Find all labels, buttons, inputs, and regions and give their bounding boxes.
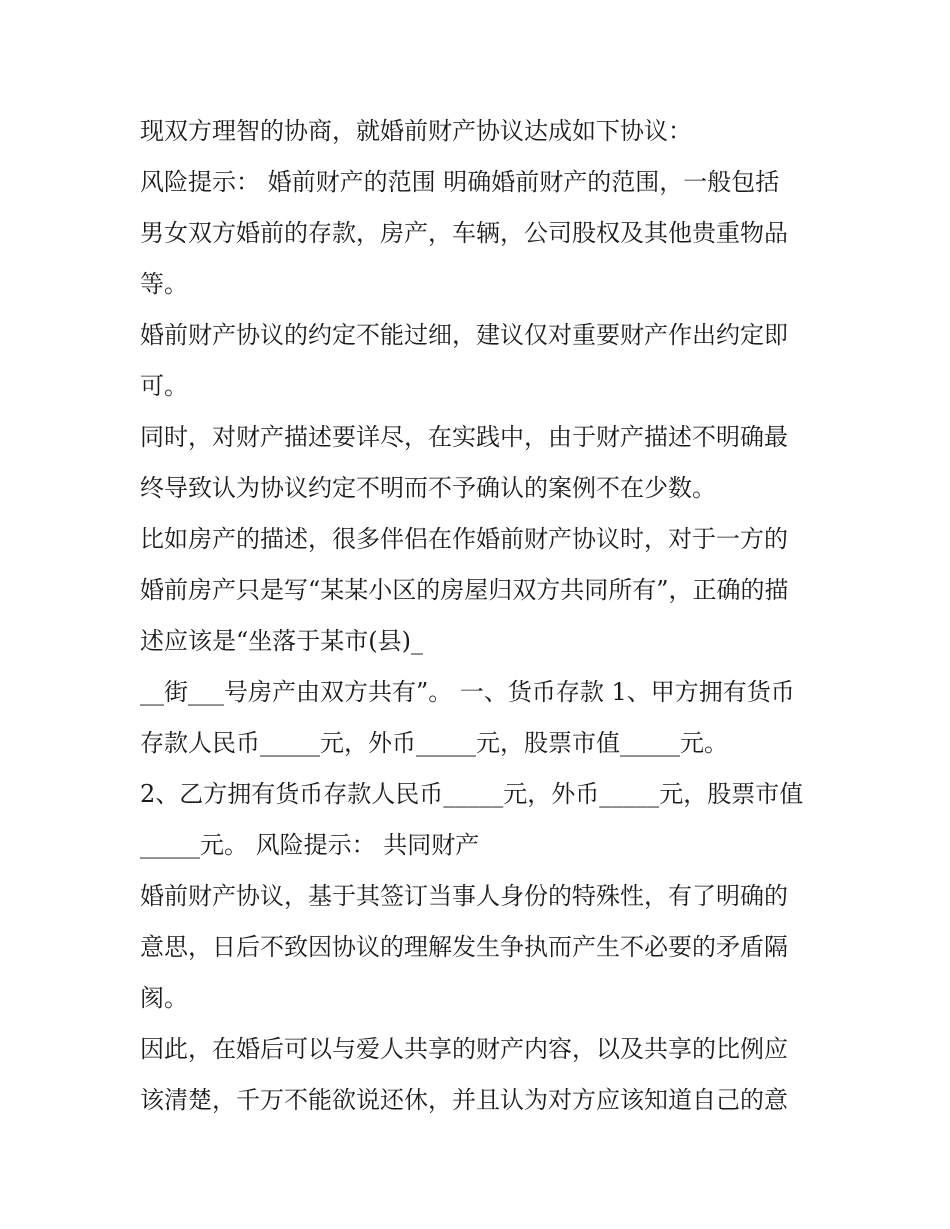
text-line: 意思，日后不致因协议的理解发生争执而产生不必要的矛盾隔 xyxy=(140,933,788,961)
text-line: 婚前房产只是写“某某小区的房屋归双方共同所有”，正确的描 xyxy=(140,576,789,604)
text-line: 同时，对财产描述要详尽，在实践中，由于财产描述不明确最 xyxy=(140,423,788,451)
body-text xyxy=(140,106,820,1126)
text-line: 阂。 xyxy=(140,984,188,1012)
text-line: 终导致认为协议约定不明而不予确认的案例不在少数。 xyxy=(140,474,716,502)
text-line: 存款人民币_____元，外币_____元，股票市值_____元。 xyxy=(140,729,728,757)
text-line: 风险提示： 婚前财产的范围 明确婚前财产的范围，一般包括 xyxy=(140,168,780,196)
text-line: 该清楚，千万不能欲说还休，并且认为对方应该知道自己的意 xyxy=(140,1086,788,1114)
text-line: 2、乙方拥有货币存款人民币_____元，外币_____元，股票市值 xyxy=(140,780,804,808)
text-line: __街___号房产由双方共有”。 一、货币存款 1、甲方拥有货币 xyxy=(140,678,795,706)
text-line: 等。 xyxy=(140,270,188,298)
text-line: 比如房产的描述，很多伴侣在作婚前财产协议时，对于一方的 xyxy=(140,525,788,553)
text-line: 因此，在婚后可以与爱人共享的财产内容，以及共享的比例应 xyxy=(140,1035,788,1063)
text-line: 现双方理智的协商，就婚前财产协议达成如下协议： xyxy=(140,117,692,145)
text-line: 婚前财产协议，基于其签订当事人身份的特殊性，有了明确的 xyxy=(140,882,788,910)
text-line: _____元。 风险提示： 共同财产 xyxy=(140,831,480,859)
text-line: 婚前财产协议的约定不能过细，建议仅对重要财产作出约定即 xyxy=(140,321,788,349)
text-line: 可。 xyxy=(140,372,188,400)
text-line: 男女双方婚前的存款，房产，车辆，公司股权及其他贵重物品 xyxy=(140,219,788,247)
text-line: 述应该是“坐落于某市(县)_ xyxy=(140,627,423,655)
